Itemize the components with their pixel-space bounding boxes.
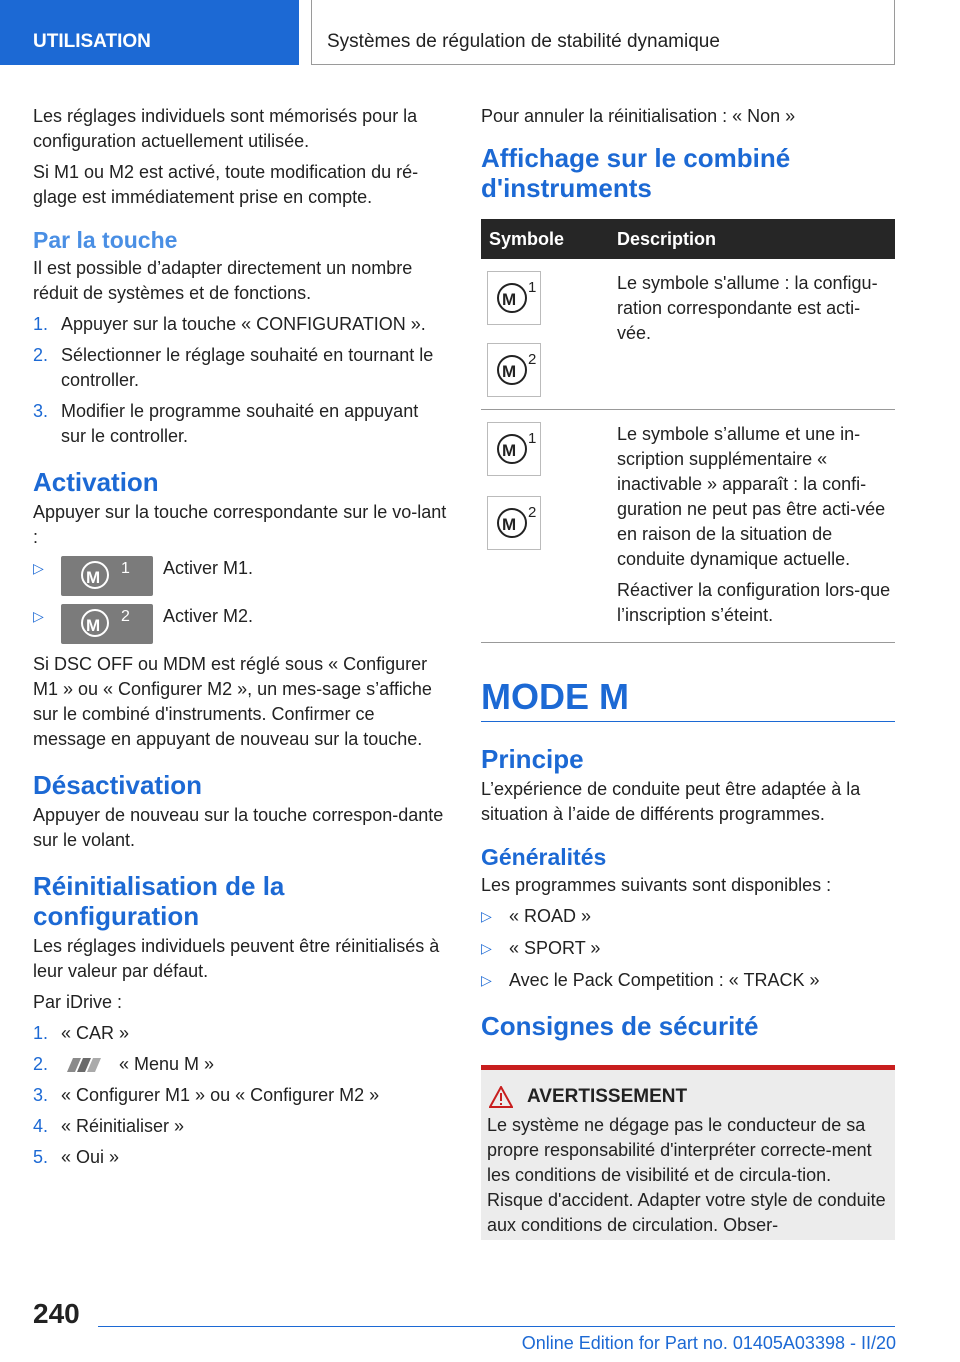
- table-row: [481, 259, 895, 410]
- activation-item-text: Activer M1.: [163, 558, 254, 578]
- table-row: [481, 410, 895, 643]
- step-number: 3.: [33, 401, 49, 421]
- table-header-description: Description: [609, 219, 895, 259]
- list-item: [481, 904, 895, 929]
- warning-title: AVERTISSEMENT: [527, 1086, 688, 1107]
- m-stripes-icon: [61, 1058, 109, 1072]
- bullet-triangle-icon: ▷: [33, 560, 44, 576]
- warning-text: Le système ne dégage pas le conducteur de sa propre responsabilité d'interpréter correcte-ment les conditions de visibilité et de circula-tion. Risque d'accident. Adapter votre style de conduite aux conditions de circulation. Obser-: [487, 1115, 886, 1235]
- list-item: [33, 1145, 447, 1170]
- activation-paragraph: Appuyer sur la touche correspondante sur le vo-lant :: [33, 502, 447, 547]
- bullet-triangle-icon: ▷: [481, 972, 492, 988]
- m2-button-icon: M 2: [61, 604, 153, 644]
- heading-affichage: Affichage sur le combiné d'instruments: [481, 143, 791, 203]
- heading-desactivation: Désactivation: [33, 770, 203, 800]
- program-text: « ROAD »: [509, 906, 592, 926]
- right-column: [481, 104, 895, 1240]
- table-cell-description: [609, 410, 895, 643]
- heading-principe: Principe: [481, 744, 584, 774]
- heading-reinitialisation: Réinitialisation de la configuration: [33, 871, 285, 931]
- desactivation-paragraph: Appuyer de nouveau sur la touche correspon-dante sur le volant.: [33, 805, 444, 850]
- step-number: 2.: [33, 1054, 49, 1074]
- intro-paragraph-1: Les réglages individuels sont mémorisés pour la configuration actuellement utilisée.: [33, 106, 418, 151]
- reinit-paragraph: Les réglages individuels peuvent être réinitialisés à leur valeur par défaut.: [33, 936, 440, 981]
- m1-indicator-icon: M 1: [487, 271, 541, 325]
- left-column: [33, 104, 447, 1176]
- m2-indicator-icon: M 2: [487, 496, 541, 550]
- warning-triangle-icon: [489, 1086, 513, 1108]
- dsc-paragraph: Si DSC OFF ou MDM est réglé sous « Configurer M1 » ou « Configurer M2 », un mes-sage s’affiche sur le combiné d'instruments. Confirmer ce message en appuyant de nouveau sur la touche.: [33, 654, 432, 749]
- description-text: Le symbole s’allume et une in-scription supplémentaire « inactivable » apparaît : la confi-guration ne peut pas être acti-vée en raison de la situation de conduite dynamique actuelle.: [617, 424, 886, 569]
- table-header-row: [481, 219, 895, 259]
- m1-button-icon: M 1: [61, 556, 153, 596]
- m1-indicator-icon: M 1: [487, 422, 541, 476]
- header-section-title: UTILISATION: [33, 31, 151, 52]
- table-header-symbole: Symbole: [481, 219, 609, 259]
- activation-item-m1: [33, 556, 447, 596]
- step-text: « CAR »: [61, 1023, 130, 1043]
- list-item: [33, 312, 447, 337]
- warning-box: [481, 1065, 895, 1240]
- program-text: « SPORT »: [509, 938, 601, 958]
- footer-edition: Online Edition for Part no. 01405A03398 - II/20: [521, 1333, 896, 1353]
- table-cell-symbols: [481, 410, 609, 643]
- list-item: [33, 1021, 447, 1046]
- description-text: Réactiver la configuration lors-que l’inscription s’éteint.: [617, 580, 891, 625]
- m2-indicator-icon: M 2: [487, 343, 541, 397]
- footer-divider: [98, 1326, 895, 1327]
- list-item: [33, 1083, 447, 1108]
- list-item: [33, 343, 447, 393]
- step-text: Sélectionner le réglage souhaité en tournant le controller.: [61, 345, 434, 390]
- heading-generalites: Généralités: [481, 844, 607, 870]
- symbol-table: [481, 219, 895, 643]
- header-chapter: [311, 0, 895, 65]
- step-number: 4.: [33, 1116, 49, 1136]
- reinit-steps-list: [33, 1021, 447, 1170]
- bullet-triangle-icon: ▷: [481, 940, 492, 956]
- activation-item-m2: [33, 604, 447, 644]
- step-number: 1.: [33, 1023, 49, 1043]
- list-item: [481, 936, 895, 961]
- table-cell-symbols: [481, 259, 609, 410]
- step-number: 3.: [33, 1085, 49, 1105]
- heading-consignes: Consignes de sécurité: [481, 1011, 759, 1041]
- generalites-paragraph: Les programmes suivants sont disponibles :: [481, 875, 832, 895]
- step-number: 5.: [33, 1147, 49, 1167]
- step-text: « Configurer M1 » ou « Configurer M2 »: [61, 1085, 380, 1105]
- header-chapter-title: Systèmes de régulation de stabilité dynamique: [327, 31, 720, 52]
- bullet-triangle-icon: ▷: [33, 608, 44, 624]
- table-cell-description: [609, 259, 895, 410]
- list-item: [33, 399, 447, 449]
- principe-paragraph: L’expérience de conduite peut être adaptée à la situation à l’aide de différents programmes.: [481, 779, 861, 824]
- step-number: 2.: [33, 345, 49, 365]
- step-text: « Menu M »: [119, 1054, 215, 1074]
- step-text: Modifier le programme souhaité en appuyant sur le controller.: [61, 401, 419, 446]
- activation-item-text: Activer M2.: [163, 606, 254, 626]
- header-section: [0, 0, 299, 65]
- heading-par-la-touche: Par la touche: [33, 227, 178, 253]
- page-number: 240: [33, 1298, 80, 1329]
- touche-steps-list: [33, 312, 447, 449]
- programs-list: [481, 904, 895, 993]
- warning-title-row: [487, 1084, 889, 1109]
- heading-mode-m: MODE M: [481, 677, 895, 722]
- program-text: Avec le Pack Competition : « TRACK »: [509, 970, 820, 990]
- list-item: [33, 1114, 447, 1139]
- step-text: « Oui »: [61, 1147, 120, 1167]
- idrive-label: Par iDrive :: [33, 992, 123, 1012]
- list-item: [481, 968, 895, 993]
- touche-paragraph: Il est possible d’adapter directement un nombre réduit de systèmes et de fonctions.: [33, 258, 413, 303]
- heading-activation: Activation: [33, 467, 159, 497]
- annuler-paragraph: Pour annuler la réinitialisation : « Non »: [481, 106, 796, 126]
- list-item: [33, 1052, 447, 1077]
- step-text: Appuyer sur la touche « CONFIGURATION ».: [61, 314, 426, 334]
- description-text: Le symbole s'allume : la configu-ration correspondante est acti-vée.: [617, 273, 878, 343]
- step-text: « Réinitialiser »: [61, 1116, 185, 1136]
- bullet-triangle-icon: ▷: [481, 908, 492, 924]
- intro-paragraph-2: Si M1 ou M2 est activé, toute modification du ré-glage est immédiatement prise en compte.: [33, 162, 419, 207]
- step-number: 1.: [33, 314, 49, 334]
